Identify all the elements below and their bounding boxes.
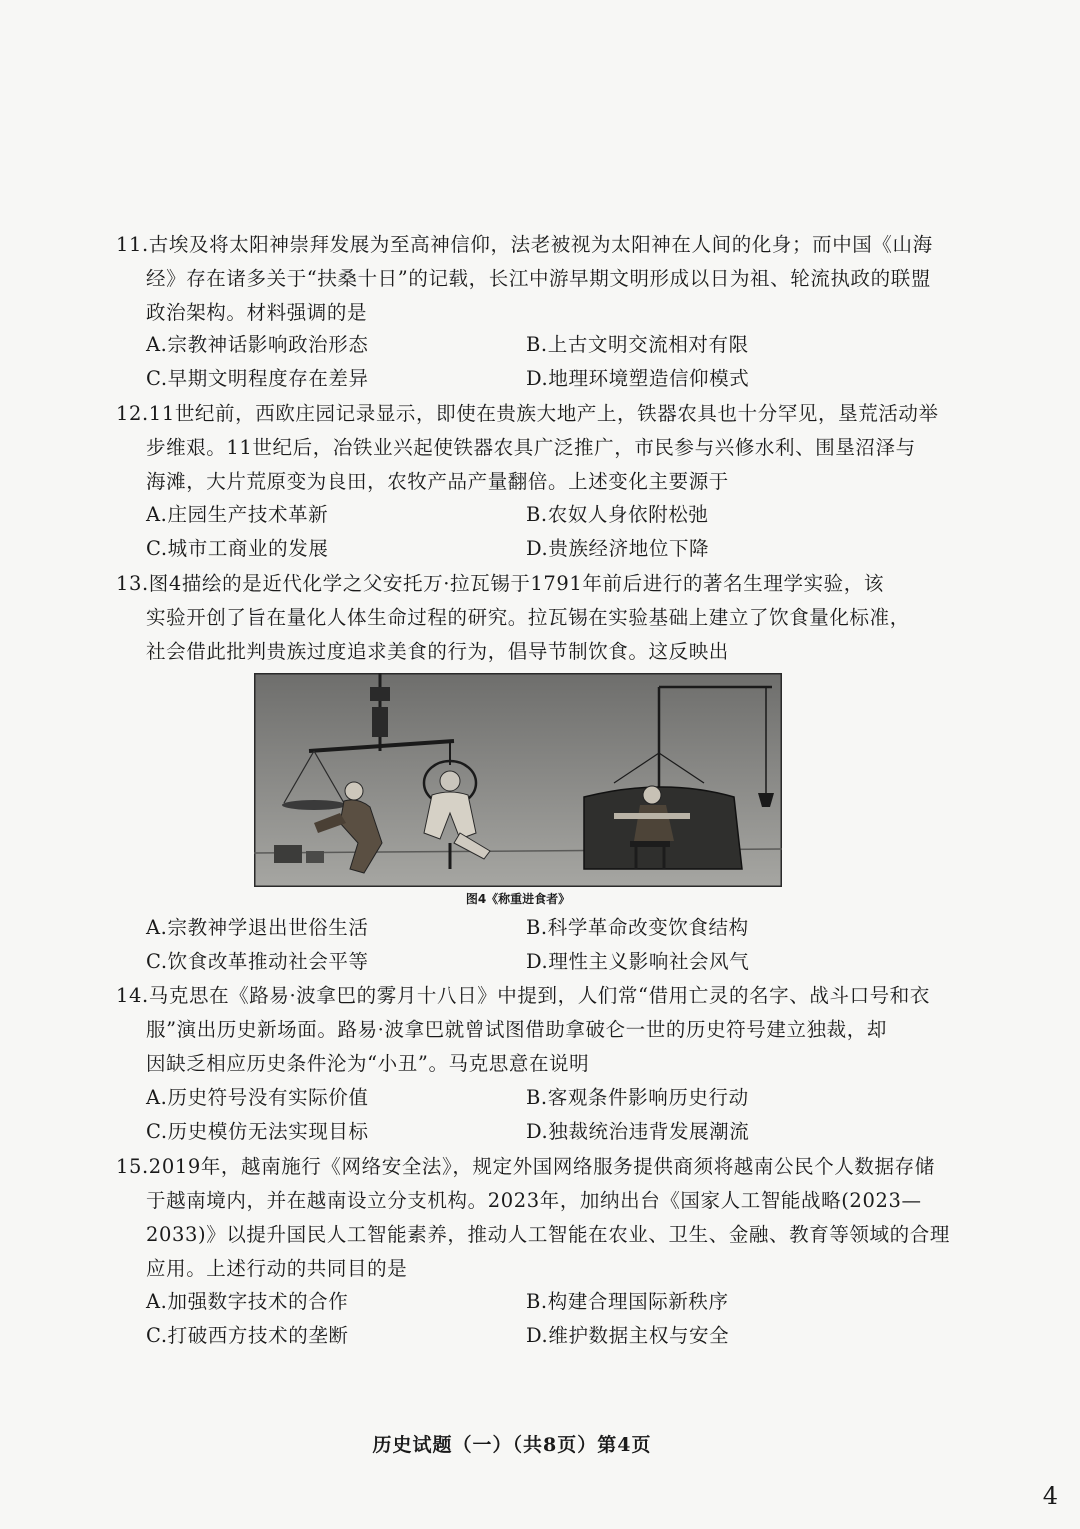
q11-option-b: B.上古文明交流相对有限 xyxy=(526,333,749,356)
q12-line-1: 12.11世纪前，西欧庄园记录显示，即使在贵族大地产上，铁器农具也十分罕见，垦荒活动举 xyxy=(116,402,939,425)
q12-line-2: 步维艰。11世纪后，冶铁业兴起使铁器农具广泛推广，市民参与兴修水利、围垦沼泽与 xyxy=(146,436,916,459)
q11-option-d: D.地理环境塑造信仰模式 xyxy=(526,367,750,390)
q14-option-d: D.独裁统治违背发展潮流 xyxy=(526,1120,750,1143)
q12-option-d: D.贵族经济地位下降 xyxy=(526,537,710,560)
q11-line-2: 经》存在诸多关于“扶桑十日”的记载，长江中游早期文明形成以日为祖、轮流执政的联盟 xyxy=(146,267,931,290)
q15-line-2: 于越南境内，并在越南设立分支机构。2023年，加纳出台《国家人工智能战略(2023— xyxy=(146,1189,922,1212)
q15-line-1: 15.2019年，越南施行《网络安全法》，规定外国网络服务提供商须将越南公民个人数据存储 xyxy=(116,1155,935,1178)
q15-option-a: A.加强数字技术的合作 xyxy=(146,1290,349,1313)
q14-line-2: 服”演出历史新场面。路易·波拿巴就曾试图借助拿破仑一世的历史符号建立独裁，却 xyxy=(146,1018,887,1041)
q14-option-a: A.历史符号没有实际价值 xyxy=(146,1086,369,1109)
q14-line-3: 因缺乏相应历史条件沦为“小丑”。马克思意在说明 xyxy=(146,1052,590,1075)
figure-4-illustration xyxy=(254,673,782,887)
q12-option-b: B.农奴人身依附松弛 xyxy=(526,503,709,526)
q12-line-3: 海滩，大片荒原变为良田，农牧产品产量翻倍。上述变化主要源于 xyxy=(146,470,729,493)
q14-option-b: B.客观条件影响历史行动 xyxy=(526,1086,749,1109)
q13-line-2: 实验开创了旨在量化人体生命过程的研究。拉瓦锡在实验基础上建立了饮食量化标准， xyxy=(146,606,910,629)
q13-option-c: C.饮食改革推动社会平等 xyxy=(146,950,369,973)
q13-line-1: 13.图4描绘的是近代化学之父安托万·拉瓦锡于1791年前后进行的著名生理学实验，该 xyxy=(116,572,884,595)
q12-option-a: A.庄园生产技术革新 xyxy=(146,503,329,526)
q15-option-d: D.维护数据主权与安全 xyxy=(526,1324,730,1347)
q15-option-c: C.打破西方技术的垄断 xyxy=(146,1324,349,1347)
q15-option-b: B.构建合理国际新秩序 xyxy=(526,1290,729,1313)
q12-option-c: C.城市工商业的发展 xyxy=(146,537,329,560)
figure-4-weighing-eater-image xyxy=(254,673,782,887)
q13-option-a: A.宗教神学退出世俗生活 xyxy=(146,916,369,939)
q11-option-a: A.宗教神话影响政治形态 xyxy=(146,333,369,356)
q14-option-c: C.历史模仿无法实现目标 xyxy=(146,1120,369,1143)
q13-option-d: D.理性主义影响社会风气 xyxy=(526,950,750,973)
page-footer: 历史试题（一）（共8页）第4页 xyxy=(372,1434,652,1456)
q13-line-3: 社会借此批判贵族过度追求美食的行为，倡导节制饮食。这反映出 xyxy=(146,640,729,663)
q11-line-3: 政治架构。材料强调的是 xyxy=(146,301,368,324)
q11-line-1: 11.古埃及将太阳神崇拜发展为至高神信仰，法老被视为太阳神在人间的化身；而中国《山海 xyxy=(116,233,933,256)
figure-4-caption: 图4《称重进食者》 xyxy=(465,892,571,906)
page-number: 4 xyxy=(1042,1482,1058,1510)
q14-line-1: 14.马克思在《路易·波拿巴的雾月十八日》中提到，人们常“借用亡灵的名字、战斗口号和衣 xyxy=(116,984,930,1007)
q15-line-3: 2033)》以提升国民人工智能素养，推动人工智能在农业、卫生、金融、教育等领域的合理 xyxy=(146,1223,950,1246)
q15-line-4: 应用。上述行动的共同目的是 xyxy=(146,1257,408,1280)
q11-option-c: C.早期文明程度存在差异 xyxy=(146,367,369,390)
q13-option-b: B.科学革命改变饮食结构 xyxy=(526,916,749,939)
